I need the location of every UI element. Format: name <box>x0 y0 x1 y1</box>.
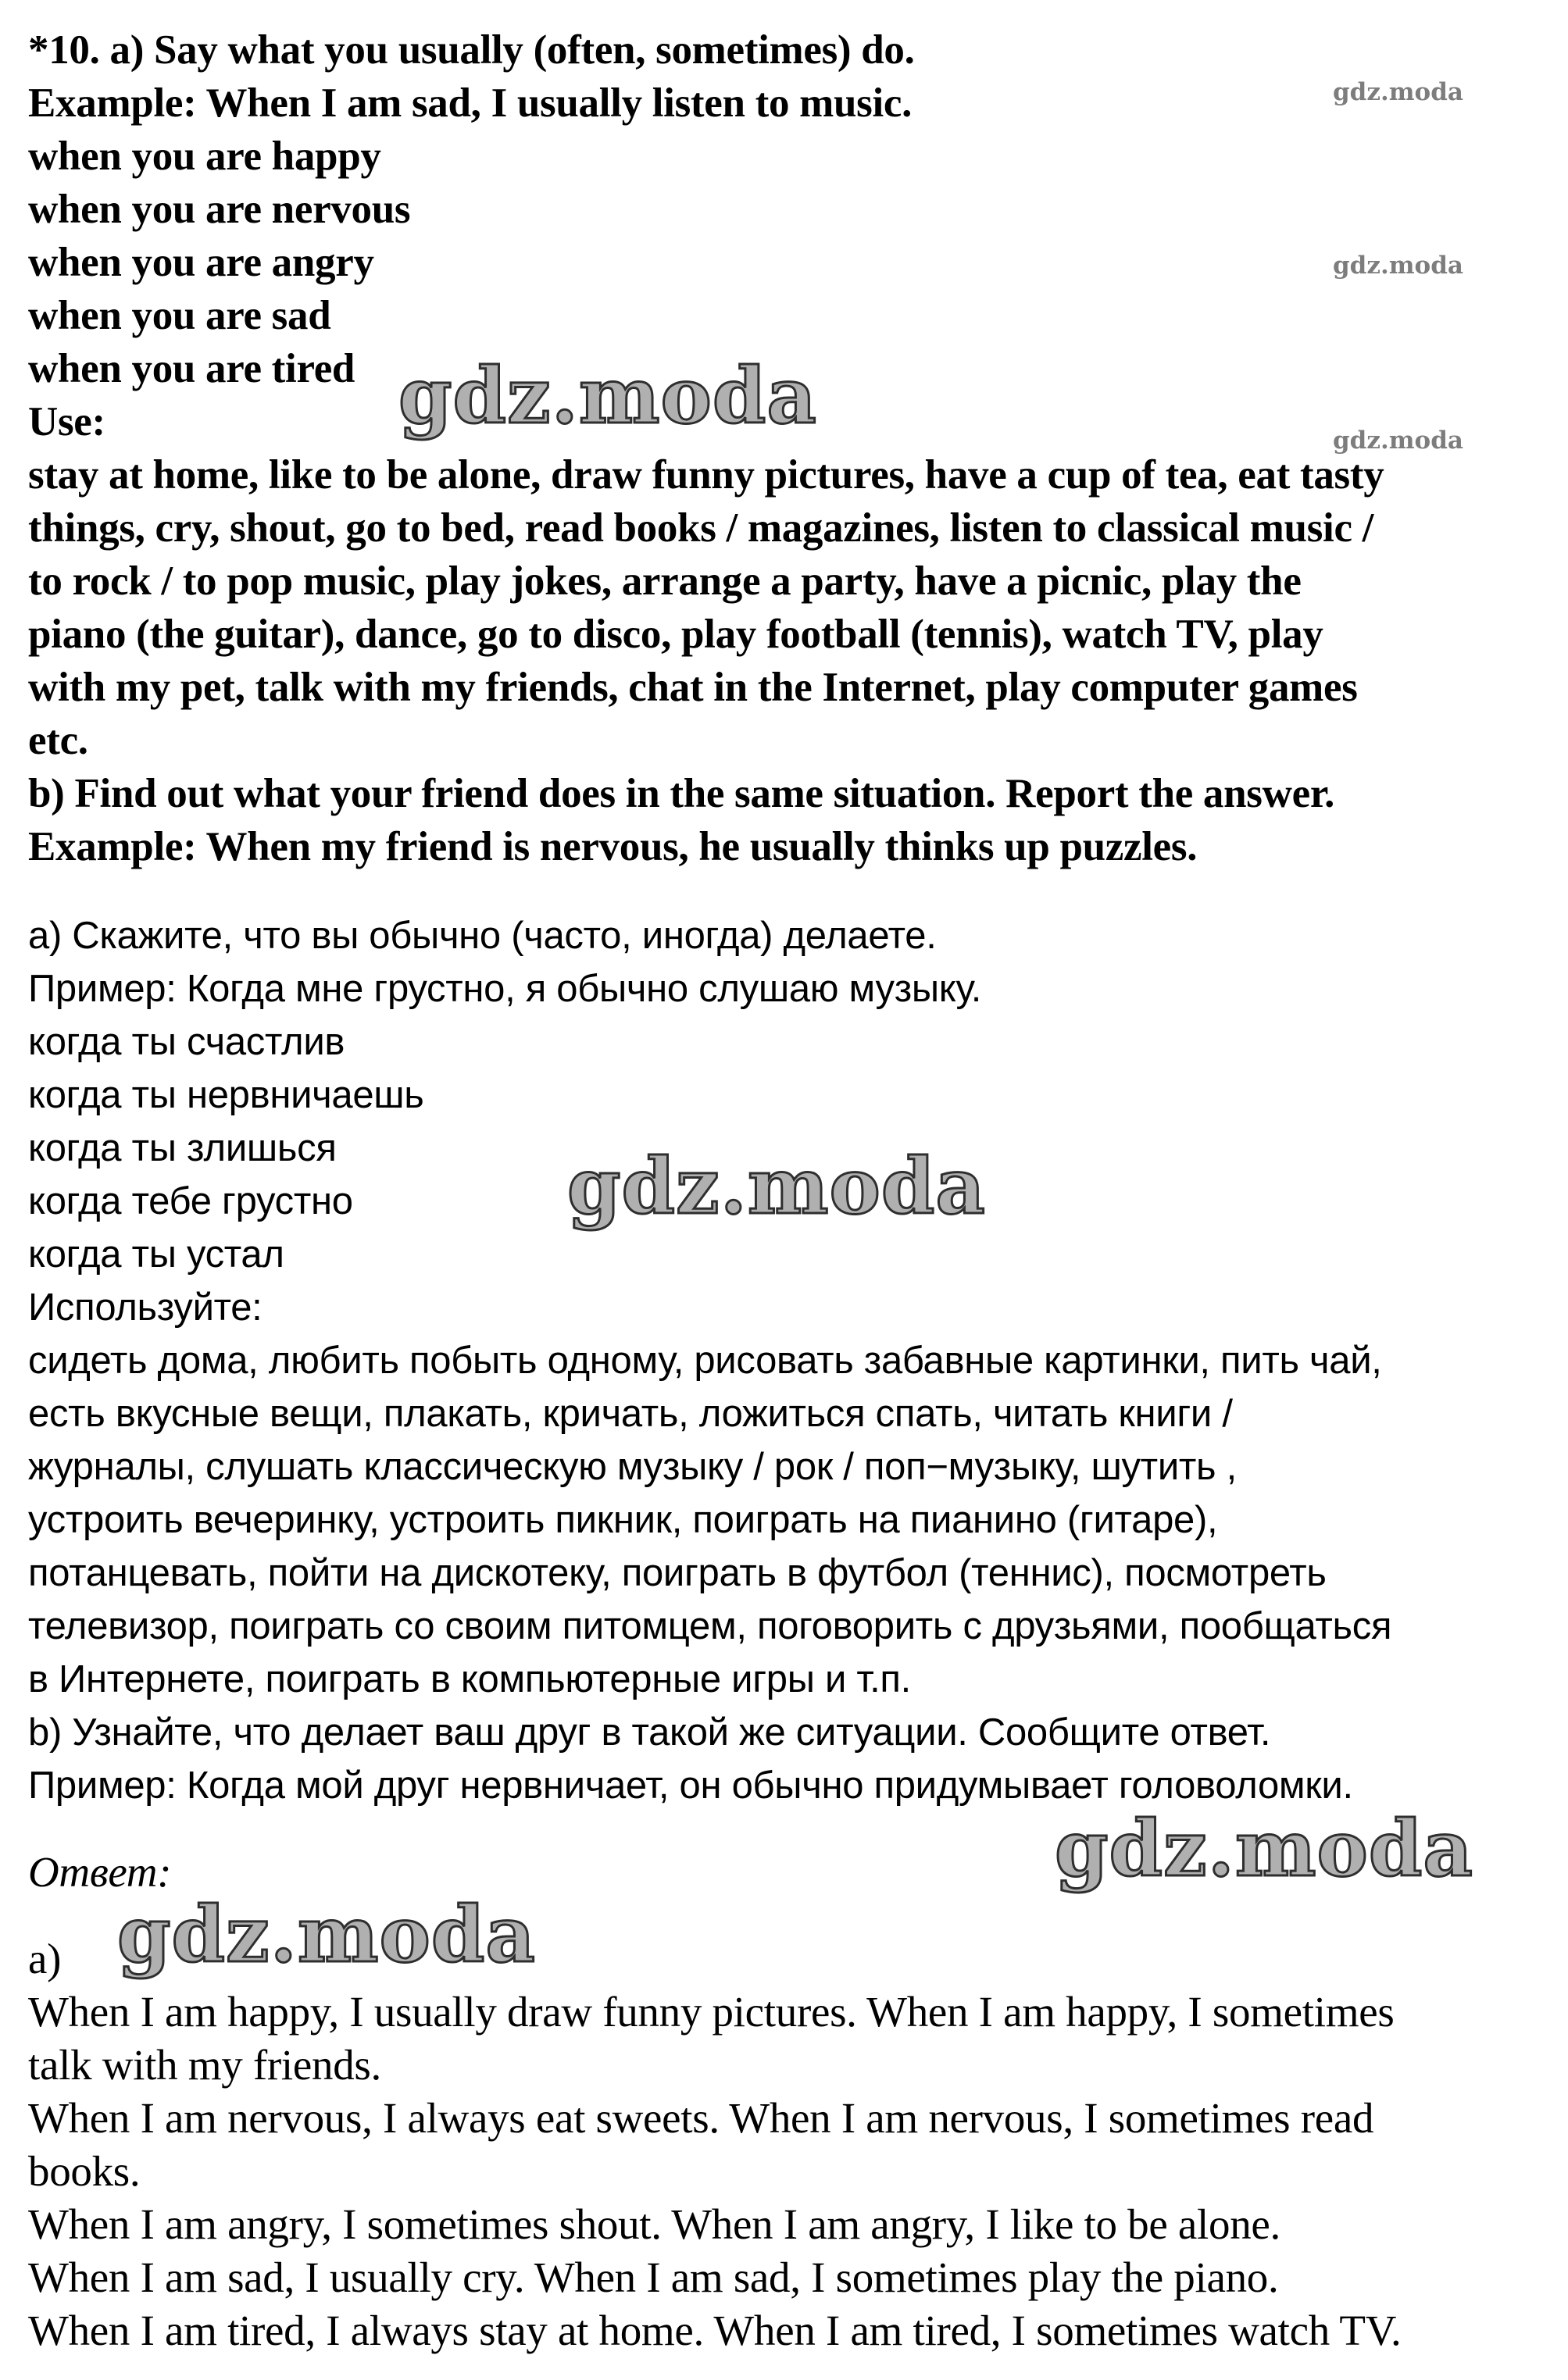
translation-use-line: устроить вечеринку, устроить пикник, поиграть на пианино (гитаре), <box>28 1499 1218 1541</box>
watermark: gdz.moda <box>1333 252 1463 280</box>
translation-title: a) Скажите, что вы обычно (часто, иногда) делаете. <box>28 915 937 957</box>
task-example-b: Example: When my friend is nervous, he usually thinks up puzzles. <box>28 824 1198 869</box>
translation-situation: когда ты нервничаешь <box>28 1074 424 1116</box>
translation-use-line: журналы, слушать классическую музыку / рок / поп−музыку, шутить , <box>28 1446 1237 1488</box>
watermark: gdz.moda <box>1333 78 1463 106</box>
task-title: *10. a) Say what you usually (often, sometimes) do. <box>28 27 915 73</box>
translation-use-line: телевизор, поиграть со своим питомцем, поговорить с друзьями, пообщаться <box>28 1605 1392 1647</box>
translation-situation: когда ты счастлив <box>28 1021 345 1063</box>
answer-line: talk with my friends. <box>28 2041 381 2089</box>
use-line: with my pet, talk with my friends, chat in the Internet, play computer games <box>28 665 1358 710</box>
situation-line: when you are tired <box>28 346 355 391</box>
situation-line: when you are sad <box>28 293 331 338</box>
use-line: things, cry, shout, go to bed, read books / magazines, listen to classical music / <box>28 505 1374 551</box>
translation-situation: когда ты устал <box>28 1233 284 1276</box>
translation-use-label: Используйте: <box>28 1286 263 1329</box>
use-line: to rock / to pop music, play jokes, arrange a party, have a picnic, play the <box>28 558 1302 604</box>
answer-part-label: a) <box>28 1935 62 1982</box>
translation-part-b: b) Узнайте, что делает ваш друг в такой же ситуации. Сообщите ответ. <box>28 1711 1271 1754</box>
answer-line: When I am sad, I usually cry. When I am sad, I sometimes play the piano. <box>28 2253 1279 2301</box>
watermark: gdz.moda <box>398 351 817 441</box>
translation-example-b: Пример: Когда мой друг нервничает, он обычно придумывает головоломки. <box>28 1764 1353 1807</box>
task-part-b: b) Find out what your friend does in the same situation. Report the answer. <box>28 771 1335 816</box>
answer-line: When I am tired, I always stay at home. When I am tired, I sometimes watch TV. <box>28 2307 1402 2354</box>
translation-example: Пример: Когда мне грустно, я обычно слушаю музыку. <box>28 968 982 1010</box>
situation-line: when you are happy <box>28 134 381 179</box>
answer-label: Ответ: <box>28 1848 172 1896</box>
use-line: piano (the guitar), dance, go to disco, play football (tennis), watch TV, play <box>28 612 1323 657</box>
translation-situation: когда ты злишься <box>28 1127 337 1169</box>
watermark: gdz.moda <box>1055 1804 1473 1894</box>
use-line: stay at home, like to be alone, draw funny pictures, have a cup of tea, eat tasty <box>28 452 1384 498</box>
answer-line: When I am angry, I sometimes shout. When I am angry, I like to be alone. <box>28 2200 1280 2248</box>
translation-situation: когда тебе грустно <box>28 1180 353 1222</box>
translation-use-line: в Интернете, поиграть в компьютерные игры и т.п. <box>28 1658 911 1700</box>
translation-use-line: сидеть дома, любить побыть одному, рисовать забавные картинки, пить чай, <box>28 1340 1382 1382</box>
answer-line: books. <box>28 2147 141 2195</box>
use-line: etc. <box>28 718 88 763</box>
answer-line: When I am nervous, I always eat sweets. When I am nervous, I sometimes read <box>28 2094 1374 2142</box>
watermark: gdz.moda <box>117 1890 536 1980</box>
task-example: Example: When I am sad, I usually listen to music. <box>28 80 913 126</box>
answer-line: When I am happy, I usually draw funny pictures. When I am happy, I sometimes <box>28 1988 1395 2036</box>
translation-use-line: потанцевать, пойти на дискотеку, поиграть в футбол (теннис), посмотреть <box>28 1552 1327 1594</box>
use-label: Use: <box>28 399 105 444</box>
situation-line: when you are nervous <box>28 187 411 232</box>
watermark: gdz.moda <box>1333 426 1463 455</box>
watermark: gdz.moda <box>567 1142 986 1232</box>
translation-use-line: есть вкусные вещи, плакать, кричать, ложиться спать, читать книги / <box>28 1393 1233 1435</box>
situation-line: when you are angry <box>28 240 374 285</box>
